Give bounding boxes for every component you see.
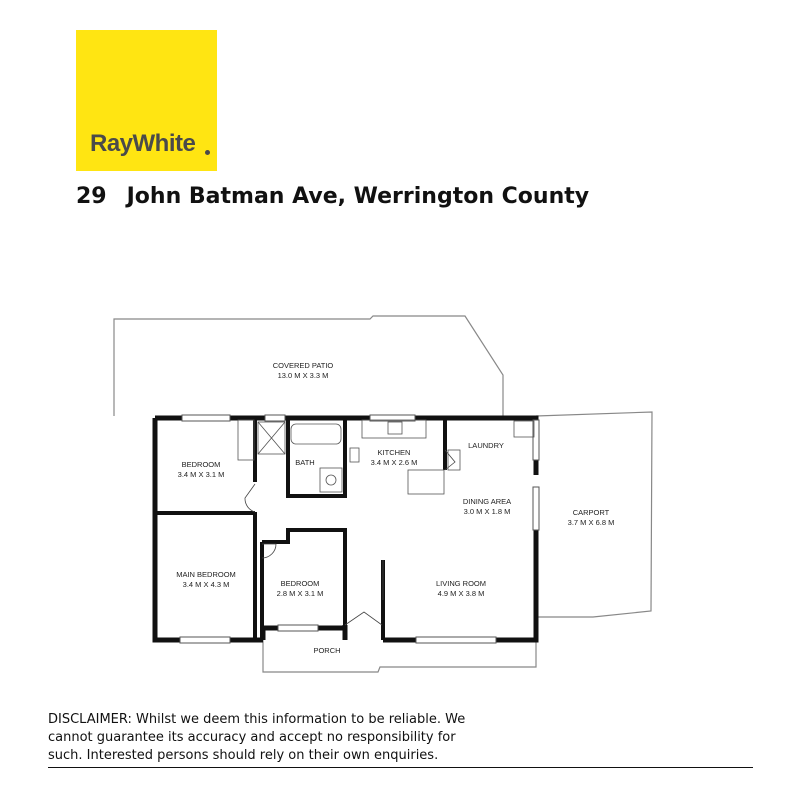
laundry-bench	[448, 450, 460, 470]
bedroom-2-name: BEDROOM	[280, 579, 320, 588]
bedroom-1-size: 3.4 M X 3.1 M	[177, 470, 225, 479]
bath-vanity	[320, 468, 342, 492]
kitchen-bench	[362, 420, 426, 438]
kitchen-sink	[388, 422, 402, 434]
main-bedroom-name: MAIN BEDROOM	[176, 570, 236, 579]
dining-area-name: DINING AREA	[462, 497, 512, 506]
bedroom-1-name: BEDROOM	[181, 460, 221, 469]
laundry-tub	[514, 421, 534, 437]
dining-area-size: 3.0 M X 1.8 M	[463, 507, 511, 516]
kitchen-size: 3.4 M X 2.6 M	[370, 458, 418, 467]
carport-name: CARPORT	[572, 508, 610, 517]
room-labels	[176, 361, 614, 655]
street-name: John Batman Ave, Werrington County	[126, 184, 590, 209]
living-room-name: LIVING ROOM	[435, 579, 487, 588]
porch-name: PORCH	[313, 646, 341, 655]
carport-size: 3.7 M X 6.8 M	[567, 518, 615, 527]
covered-patio-name: COVERED PATIO	[272, 361, 334, 370]
street-number: 29	[76, 184, 107, 209]
bathtub	[291, 424, 341, 444]
kitchen-name: KITCHEN	[377, 448, 411, 457]
disclaimer-text: DISCLAIMER: Whilst we deem this information to be reliable. We cannot guarantee its accuracy and accept no responsibility for such. Interested persons should rely on their own enquiries.	[48, 712, 466, 763]
covered-patio-size: 13.0 M X 3.3 M	[277, 371, 329, 380]
bath-name: BATH	[295, 458, 315, 467]
living-room-size: 4.9 M X 3.8 M	[437, 589, 485, 598]
toilet	[350, 448, 359, 462]
main-bedroom-size: 3.4 M X 4.3 M	[182, 580, 230, 589]
bedroom-2-size: 2.8 M X 3.1 M	[276, 589, 324, 598]
divider-line	[48, 767, 753, 768]
kitchen-island	[408, 470, 444, 494]
logo-text: RayWhite	[90, 130, 196, 157]
door-swings	[245, 450, 455, 625]
wardrobe	[238, 420, 254, 460]
fixtures	[238, 420, 534, 494]
laundry-name: LAUNDRY	[468, 441, 504, 450]
porch-outline	[263, 640, 536, 672]
